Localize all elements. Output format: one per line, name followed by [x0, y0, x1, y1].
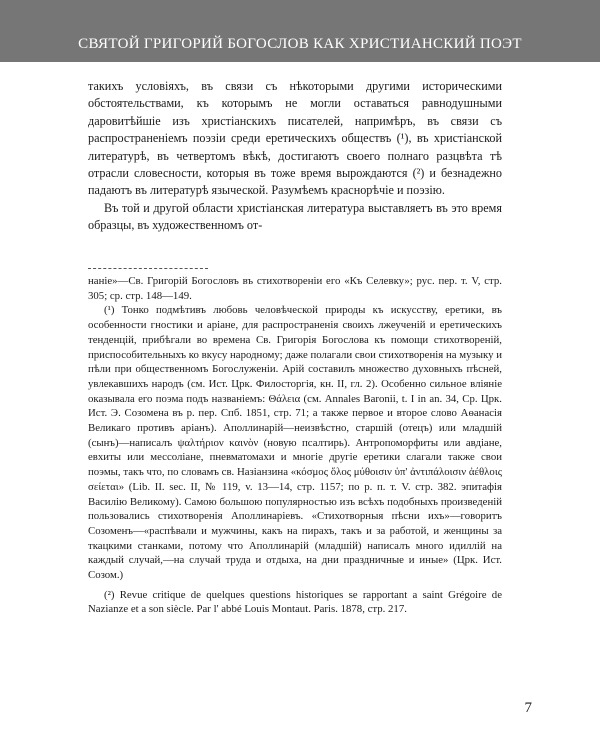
footnotes: [88, 274, 502, 617]
running-header: [0, 0, 600, 62]
footnote-1: (¹) Тонко подмѣтивъ любовь человѣческой природы къ искусству, еретики, въ особенности гностики и аріане, для распространенія своихъ лжеученій и еретическихъ тенденцій, прибѣгали во времена Св. Григорія Богослова къ помощи стихотвореній, приспособительныхъ ко вкусу народному; даже полагали свои стихотворенія на музыку и пѣли при общественномъ Богослуженіи. Арій составилъ множество духовныхъ пѣсней, увлекавшихъ народъ (см. Ист. Црк. Филосторгія, кн. II, гл. 2). Особенно сильное вліяніе оказывала его поэма подъ названіемъ: Θάλεια (см. Annales Baronii, t. I in an. 34, Ср. Црк. Ист. Э. Созомена въ р. пер. Спб. 1851, стр. 71; а также первое и второе слово Аѳанасія Великаго противъ аріанъ). Аполлинарій—неизвѣстно, старшій (отецъ) или младшій (сынъ)—написалъ ψαλτήριον καινὸν (новую псалтирь). Антропоморфиты или авдіане, евхиты или мессоліане, пневматомахи и многіе другіе еретики слагали также свои поэмы, такъ что, по словамъ св. Назіанзина «κόσμος ὅλος μύθοισιν ὑπ' ἀντιπάλοισιν ἀέθλοις σείεται» (Lib. II. sec. II, № 119, v. 13—14, стр. 1157; по р. п. т. V. стр. 382. эпитафія Василію Великому). Самою большою популярностью изъ всѣхъ подобныхъ произведеній пользовались стихотворенія Аполлинаріевъ. «Стихотворныя пѣсни ихъ»—говоритъ Созоменъ—«распѣвали и мужчины, какъ на пирахъ, такъ и за работой, и женщины за ткацкими станками, потому что Аполлинарій (младшій) написалъ много идиллій на каждый случай,—на случай труда и отдыха, на дни праздничные и иные» (Црк. Ист. Созом.): [88, 304, 502, 582]
main-paragraph-1: такихъ условіяхъ, въ связи съ нѣкоторыми другими историческими обстоятельствами, къ которымъ не могли оставаться равнодушными даровитѣйшіе изъ христіанскихъ писателей, напримѣръ, въ связи съ распространеніемъ поэзіи среди еретическихъ обществъ (¹), въ христіанской литературѣ, въ четвертомъ вѣкѣ, достигаютъ своего полнаго разцвѣта тѣ отрасли словесности, которыя въ тоже время вырождаются (²) и безнадежно падаютъ въ литературѣ языческой. Разумѣемъ краснорѣчіе и поэзію.: [88, 79, 502, 198]
header-title: СВЯТОЙ ГРИГОРИЙ БОГОСЛОВ КАК ХРИСТИАНСКИЙ ПОЭТ: [78, 36, 522, 52]
main-paragraph-2: Въ той и другой области христіанская литература выставляетъ въ это время образцы, въ художественномъ от-: [88, 200, 502, 233]
main-text: [88, 78, 502, 235]
footnote-divider: [88, 268, 208, 269]
footnote-continuation: нaніе»—Св. Григорій Богословъ въ стихотвореніи его «Къ Селевку»; рус. пер. т. V, стр. 305; ср. стр. 148—149.: [88, 275, 502, 302]
footnote-2: (²) Revue critique de quelques questions historiques se rapportant a saint Grégoire de Nazianze et a son siècle. Par l' abbé Louis Montaut. Paris. 1878, стр. 217.: [88, 588, 502, 616]
page-body: [88, 78, 502, 616]
page-number: 7: [524, 700, 532, 716]
